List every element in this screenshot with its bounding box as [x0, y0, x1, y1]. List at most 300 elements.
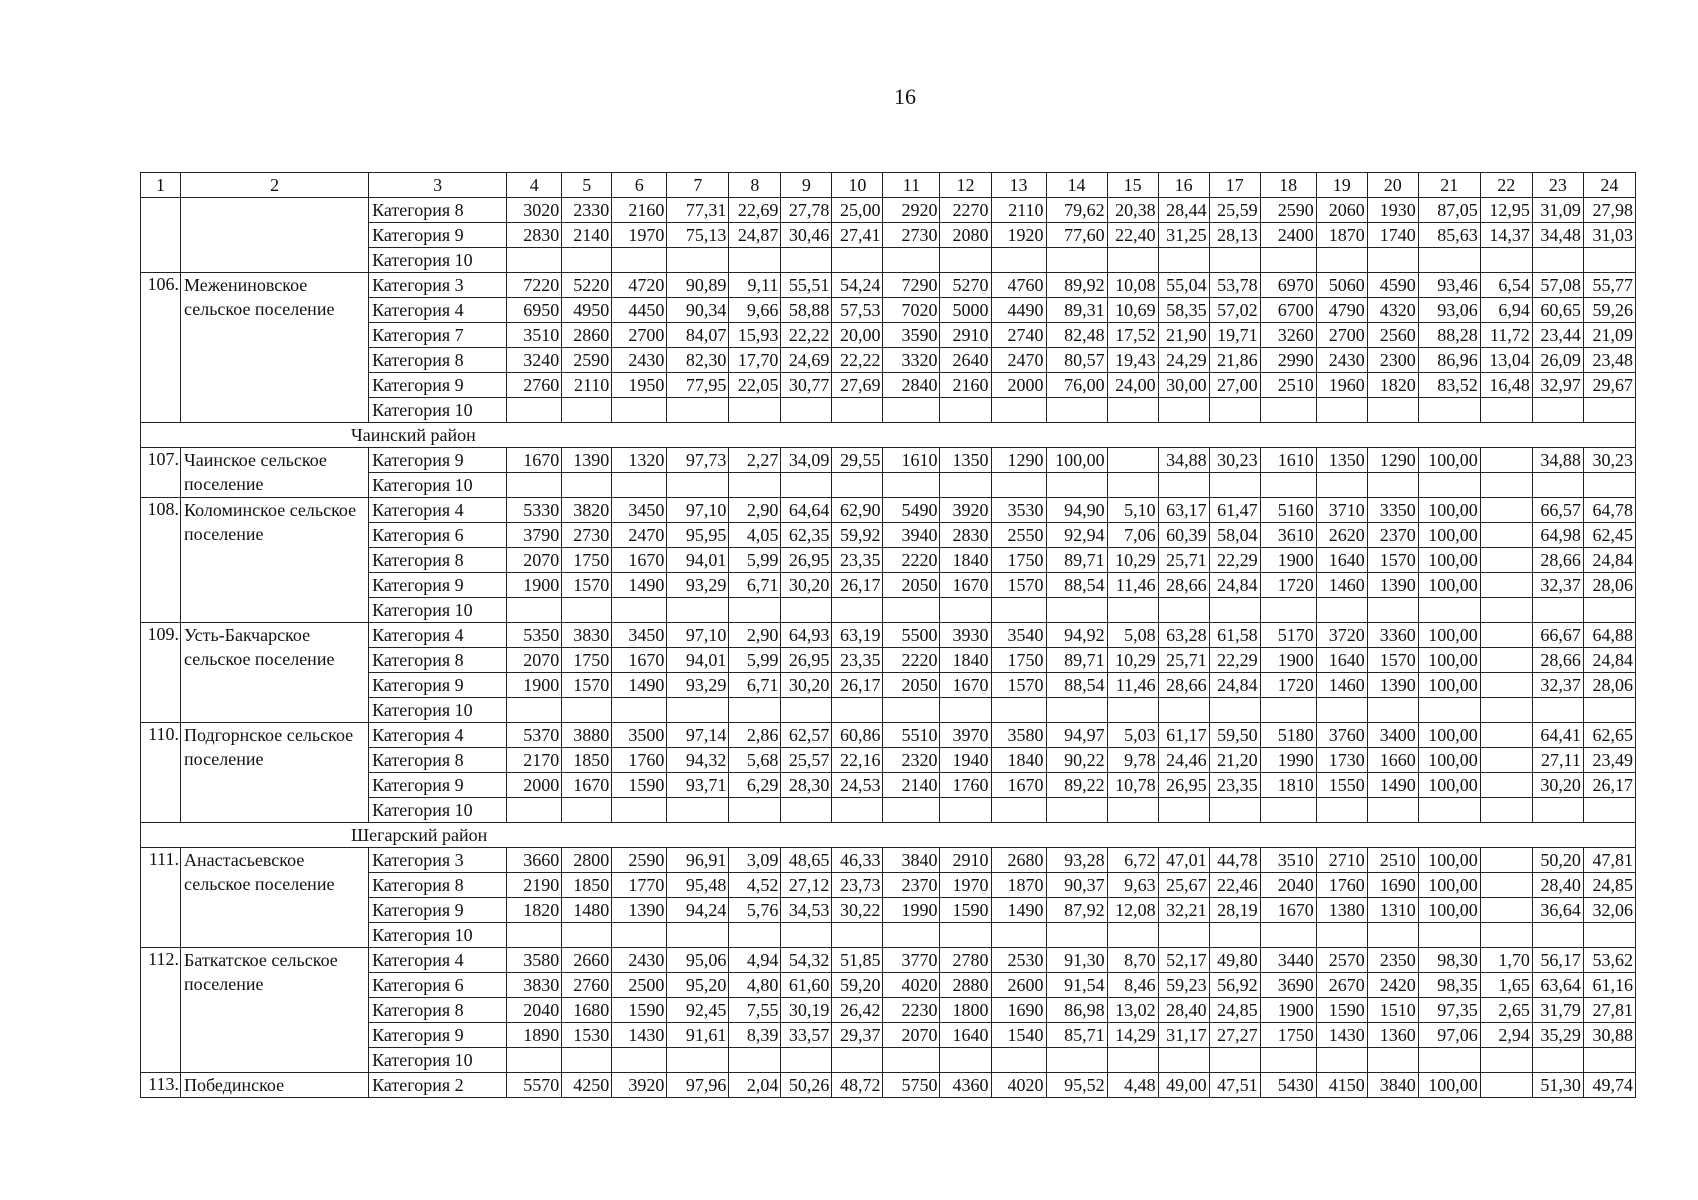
value-cell: 44,78 — [1209, 848, 1260, 873]
value-cell: 3880 — [562, 723, 612, 748]
column-header: 7 — [667, 173, 729, 198]
value-cell: 25,57 — [781, 748, 832, 773]
value-cell: 3840 — [883, 848, 940, 873]
value-cell — [1583, 1048, 1635, 1073]
district-row — [141, 823, 1636, 848]
value-cell: 2220 — [883, 648, 940, 673]
value-cell: 1760 — [1316, 873, 1367, 898]
value-cell: 5180 — [1260, 723, 1316, 748]
value-cell: 2420 — [1367, 973, 1418, 998]
value-cell: 2840 — [883, 373, 940, 398]
value-cell: 89,71 — [1046, 548, 1107, 573]
value-cell: 3660 — [507, 848, 562, 873]
category-cell: Категория 8 — [369, 548, 507, 573]
column-header: 8 — [729, 173, 781, 198]
value-cell: 1750 — [562, 548, 612, 573]
value-cell — [1158, 923, 1209, 948]
value-cell: 1430 — [1316, 1023, 1367, 1048]
value-cell: 82,30 — [667, 348, 729, 373]
settlement-name — [181, 198, 369, 273]
value-cell — [1418, 1048, 1480, 1073]
value-cell: 1950 — [612, 373, 667, 398]
value-cell: 77,95 — [667, 373, 729, 398]
settlement-number: 111. — [141, 848, 181, 948]
value-cell: 84,07 — [667, 323, 729, 348]
value-cell: 89,31 — [1046, 298, 1107, 323]
value-cell: 1,65 — [1480, 973, 1532, 998]
value-cell: 59,92 — [832, 523, 883, 548]
value-cell: 79,62 — [1046, 198, 1107, 223]
value-cell — [883, 248, 940, 273]
value-cell: 96,91 — [667, 848, 729, 873]
value-cell: 1290 — [991, 448, 1046, 473]
value-cell: 47,81 — [1583, 848, 1635, 873]
category-cell: Категория 6 — [369, 523, 507, 548]
value-cell — [1316, 698, 1367, 723]
value-cell: 91,30 — [1046, 948, 1107, 973]
value-cell: 34,88 — [1158, 448, 1209, 473]
value-cell — [991, 398, 1046, 423]
value-cell: 5,68 — [729, 748, 781, 773]
value-cell — [1480, 648, 1532, 673]
value-cell: 6,29 — [729, 773, 781, 798]
value-cell: 2000 — [507, 773, 562, 798]
district-row — [141, 423, 1636, 448]
value-cell: 3350 — [1367, 498, 1418, 523]
value-cell: 2570 — [1316, 948, 1367, 973]
value-cell: 24,53 — [832, 773, 883, 798]
value-cell: 5160 — [1260, 498, 1316, 523]
column-header: 10 — [832, 173, 883, 198]
value-cell: 1460 — [1316, 573, 1367, 598]
value-cell: 23,49 — [1583, 748, 1635, 773]
value-cell: 1490 — [612, 573, 667, 598]
value-cell: 2830 — [940, 523, 991, 548]
value-cell: 1460 — [1316, 673, 1367, 698]
value-cell: 64,98 — [1532, 523, 1583, 548]
value-cell: 2510 — [1260, 373, 1316, 398]
value-cell: 60,39 — [1158, 523, 1209, 548]
settlement-name: Баткатское сельское поселение — [181, 948, 369, 1073]
value-cell: 1810 — [1260, 773, 1316, 798]
value-cell: 30,23 — [1209, 448, 1260, 473]
value-cell — [1480, 548, 1532, 573]
value-cell: 7,55 — [729, 998, 781, 1023]
value-cell: 32,21 — [1158, 898, 1209, 923]
value-cell — [1209, 598, 1260, 623]
value-cell: 2400 — [1260, 223, 1316, 248]
column-header: 12 — [940, 173, 991, 198]
value-cell — [1209, 798, 1260, 823]
value-cell: 22,22 — [781, 323, 832, 348]
value-cell — [832, 923, 883, 948]
column-header: 22 — [1480, 173, 1532, 198]
value-cell — [1480, 873, 1532, 898]
value-cell: 4020 — [991, 1073, 1046, 1098]
value-cell: 1670 — [612, 648, 667, 673]
value-cell — [1316, 798, 1367, 823]
value-cell: 3830 — [507, 973, 562, 998]
value-cell — [1480, 923, 1532, 948]
column-header: 4 — [507, 173, 562, 198]
value-cell: 1750 — [991, 648, 1046, 673]
settlement-name: Подгорнское сельское поселение — [181, 723, 369, 823]
value-cell: 2880 — [940, 973, 991, 998]
value-cell — [729, 698, 781, 723]
value-cell — [667, 923, 729, 948]
value-cell — [1480, 673, 1532, 698]
table-header-row — [141, 173, 1636, 198]
value-cell: 59,50 — [1209, 723, 1260, 748]
category-cell: Категория 6 — [369, 973, 507, 998]
value-cell: 66,67 — [1532, 623, 1583, 648]
value-cell: 100,00 — [1418, 523, 1480, 548]
value-cell: 30,46 — [781, 223, 832, 248]
settlement-number: 112. — [141, 948, 181, 1073]
value-cell: 24,85 — [1583, 873, 1635, 898]
column-header: 21 — [1418, 173, 1480, 198]
value-cell — [562, 1048, 612, 1073]
value-cell: 4490 — [991, 298, 1046, 323]
column-header: 23 — [1532, 173, 1583, 198]
value-cell — [991, 248, 1046, 273]
category-cell: Категория 8 — [369, 198, 507, 223]
value-cell: 2710 — [1316, 848, 1367, 873]
value-cell: 30,22 — [832, 898, 883, 923]
value-cell: 49,74 — [1583, 1073, 1635, 1098]
value-cell: 64,64 — [781, 498, 832, 523]
value-cell: 26,17 — [832, 673, 883, 698]
settlement-number: 108. — [141, 498, 181, 623]
value-cell — [781, 1048, 832, 1073]
value-cell: 6,71 — [729, 573, 781, 598]
value-cell: 2330 — [562, 198, 612, 223]
value-cell: 5,10 — [1107, 498, 1158, 523]
value-cell: 2,27 — [729, 448, 781, 473]
value-cell: 1670 — [940, 573, 991, 598]
value-cell — [612, 1048, 667, 1073]
value-cell: 100,00 — [1418, 648, 1480, 673]
value-cell — [883, 698, 940, 723]
value-cell: 2560 — [1367, 323, 1418, 348]
value-cell: 26,42 — [832, 998, 883, 1023]
value-cell — [1367, 398, 1418, 423]
value-cell: 1390 — [1367, 573, 1418, 598]
value-cell — [562, 598, 612, 623]
value-cell: 23,35 — [832, 548, 883, 573]
value-cell: 28,40 — [1158, 998, 1209, 1023]
value-cell: 64,93 — [781, 623, 832, 648]
settlement-name: Побединское — [181, 1073, 369, 1098]
value-cell: 85,63 — [1418, 223, 1480, 248]
value-cell: 100,00 — [1418, 848, 1480, 873]
category-cell: Категория 10 — [369, 1048, 507, 1073]
value-cell: 93,46 — [1418, 273, 1480, 298]
value-cell: 2,04 — [729, 1073, 781, 1098]
value-cell: 56,17 — [1532, 948, 1583, 973]
value-cell: 1640 — [1316, 548, 1367, 573]
settlement-number: 113. — [141, 1073, 181, 1098]
value-cell: 2050 — [883, 573, 940, 598]
value-cell: 93,29 — [667, 673, 729, 698]
value-cell — [1367, 923, 1418, 948]
category-cell: Категория 4 — [369, 723, 507, 748]
value-cell — [1316, 473, 1367, 498]
value-cell: 1740 — [1367, 223, 1418, 248]
value-cell — [940, 473, 991, 498]
value-cell: 1390 — [1367, 673, 1418, 698]
value-cell — [1158, 598, 1209, 623]
value-cell: 2590 — [1260, 198, 1316, 223]
value-cell: 51,30 — [1532, 1073, 1583, 1098]
value-cell: 5000 — [940, 298, 991, 323]
value-cell: 63,28 — [1158, 623, 1209, 648]
value-cell: 30,88 — [1583, 1023, 1635, 1048]
value-cell: 1490 — [612, 673, 667, 698]
value-cell: 90,22 — [1046, 748, 1107, 773]
value-cell: 2350 — [1367, 948, 1418, 973]
value-cell: 22,16 — [832, 748, 883, 773]
value-cell — [1107, 398, 1158, 423]
column-header: 18 — [1260, 173, 1316, 198]
category-cell: Категория 8 — [369, 648, 507, 673]
value-cell: 63,64 — [1532, 973, 1583, 998]
value-cell: 1670 — [991, 773, 1046, 798]
value-cell: 9,78 — [1107, 748, 1158, 773]
value-cell: 28,06 — [1583, 573, 1635, 598]
value-cell: 58,88 — [781, 298, 832, 323]
value-cell: 30,19 — [781, 998, 832, 1023]
value-cell — [1107, 473, 1158, 498]
value-cell — [1583, 398, 1635, 423]
column-header: 6 — [612, 173, 667, 198]
value-cell — [1316, 248, 1367, 273]
value-cell: 11,46 — [1107, 673, 1158, 698]
value-cell — [940, 248, 991, 273]
value-cell: 1840 — [940, 548, 991, 573]
value-cell — [781, 398, 832, 423]
value-cell: 1680 — [562, 998, 612, 1023]
value-cell — [1532, 473, 1583, 498]
value-cell — [1046, 473, 1107, 498]
value-cell: 4,48 — [1107, 1073, 1158, 1098]
value-cell: 26,95 — [781, 548, 832, 573]
category-cell: Категория 9 — [369, 373, 507, 398]
value-cell — [1209, 698, 1260, 723]
value-cell: 2910 — [940, 323, 991, 348]
value-cell: 3510 — [1260, 848, 1316, 873]
value-cell: 4760 — [991, 273, 1046, 298]
value-cell — [1480, 498, 1532, 523]
value-cell: 1480 — [562, 898, 612, 923]
value-cell: 1670 — [562, 773, 612, 798]
value-cell — [940, 923, 991, 948]
value-cell — [1480, 248, 1532, 273]
value-cell — [1480, 723, 1532, 748]
value-cell — [1260, 473, 1316, 498]
value-cell: 100,00 — [1046, 448, 1107, 473]
value-cell — [1107, 448, 1158, 473]
value-cell — [832, 398, 883, 423]
value-cell: 3930 — [940, 623, 991, 648]
value-cell: 25,67 — [1158, 873, 1209, 898]
category-cell: Категория 10 — [369, 398, 507, 423]
value-cell: 23,35 — [832, 648, 883, 673]
value-cell: 3,09 — [729, 848, 781, 873]
value-cell — [612, 473, 667, 498]
value-cell: 2620 — [1316, 523, 1367, 548]
value-cell — [991, 473, 1046, 498]
value-cell: 82,48 — [1046, 323, 1107, 348]
value-cell: 63,19 — [832, 623, 883, 648]
value-cell: 13,04 — [1480, 348, 1532, 373]
value-cell: 2660 — [562, 948, 612, 973]
value-cell: 12,08 — [1107, 898, 1158, 923]
value-cell: 1670 — [940, 673, 991, 698]
value-cell: 47,01 — [1158, 848, 1209, 873]
value-cell: 88,54 — [1046, 673, 1107, 698]
value-cell: 1940 — [940, 748, 991, 773]
value-cell: 1720 — [1260, 573, 1316, 598]
value-cell: 3760 — [1316, 723, 1367, 748]
column-header: 24 — [1583, 173, 1635, 198]
category-cell: Категория 8 — [369, 748, 507, 773]
value-cell: 4250 — [562, 1073, 612, 1098]
value-cell: 90,89 — [667, 273, 729, 298]
value-cell: 5500 — [883, 623, 940, 648]
value-cell: 2470 — [612, 523, 667, 548]
value-cell: 97,06 — [1418, 1023, 1480, 1048]
value-cell: 2910 — [940, 848, 991, 873]
value-cell: 98,35 — [1418, 973, 1480, 998]
category-cell: Категория 9 — [369, 673, 507, 698]
value-cell: 28,66 — [1532, 548, 1583, 573]
value-cell: 2320 — [883, 748, 940, 773]
value-cell: 90,37 — [1046, 873, 1107, 898]
value-cell: 2270 — [940, 198, 991, 223]
value-cell — [1367, 598, 1418, 623]
value-cell: 24,69 — [781, 348, 832, 373]
value-cell: 3320 — [883, 348, 940, 373]
value-cell: 62,65 — [1583, 723, 1635, 748]
value-cell: 5,08 — [1107, 623, 1158, 648]
value-cell: 3440 — [1260, 948, 1316, 973]
value-cell: 1320 — [612, 448, 667, 473]
value-cell — [1583, 248, 1635, 273]
value-cell: 97,10 — [667, 498, 729, 523]
value-cell: 1570 — [991, 673, 1046, 698]
value-cell: 98,30 — [1418, 948, 1480, 973]
value-cell: 88,54 — [1046, 573, 1107, 598]
value-cell: 9,11 — [729, 273, 781, 298]
value-cell — [729, 473, 781, 498]
value-cell — [562, 923, 612, 948]
settlement-number: 106. — [141, 273, 181, 423]
value-cell — [562, 248, 612, 273]
value-cell: 59,26 — [1583, 298, 1635, 323]
value-cell: 50,26 — [781, 1073, 832, 1098]
value-cell: 2,94 — [1480, 1023, 1532, 1048]
value-cell — [832, 698, 883, 723]
value-cell: 2800 — [562, 848, 612, 873]
value-cell: 9,63 — [1107, 873, 1158, 898]
value-cell: 2050 — [883, 673, 940, 698]
value-cell — [781, 798, 832, 823]
value-cell: 3710 — [1316, 498, 1367, 523]
value-cell: 53,62 — [1583, 948, 1635, 973]
value-cell — [1316, 923, 1367, 948]
value-cell: 61,17 — [1158, 723, 1209, 748]
value-cell: 2220 — [883, 548, 940, 573]
value-cell: 26,95 — [1158, 773, 1209, 798]
value-cell: 21,09 — [1583, 323, 1635, 348]
value-cell — [1480, 848, 1532, 873]
value-cell: 24,85 — [1209, 998, 1260, 1023]
value-cell — [562, 473, 612, 498]
value-cell: 22,05 — [729, 373, 781, 398]
value-cell: 3260 — [1260, 323, 1316, 348]
value-cell: 1900 — [507, 573, 562, 598]
value-cell — [507, 248, 562, 273]
value-cell — [1316, 398, 1367, 423]
value-cell: 5330 — [507, 498, 562, 523]
value-cell: 8,46 — [1107, 973, 1158, 998]
settlement-name: Коломинское сельское поселение — [181, 498, 369, 623]
value-cell — [1583, 798, 1635, 823]
value-cell: 13,02 — [1107, 998, 1158, 1023]
value-cell — [940, 398, 991, 423]
value-cell — [1532, 798, 1583, 823]
value-cell — [1418, 398, 1480, 423]
value-cell: 3590 — [883, 323, 940, 348]
value-cell: 24,46 — [1158, 748, 1209, 773]
column-header: 1 — [141, 173, 181, 198]
value-cell: 1590 — [940, 898, 991, 923]
value-cell: 1750 — [991, 548, 1046, 573]
value-cell: 85,71 — [1046, 1023, 1107, 1048]
value-cell — [832, 473, 883, 498]
value-cell: 5,03 — [1107, 723, 1158, 748]
value-cell: 94,97 — [1046, 723, 1107, 748]
value-cell: 10,29 — [1107, 648, 1158, 673]
value-cell — [991, 598, 1046, 623]
value-cell — [1158, 248, 1209, 273]
value-cell: 15,93 — [729, 323, 781, 348]
category-cell: Категория 4 — [369, 298, 507, 323]
value-cell — [940, 598, 991, 623]
district-name: Шегарский район — [141, 823, 1636, 848]
value-cell — [612, 398, 667, 423]
value-cell: 11,72 — [1480, 323, 1532, 348]
value-cell — [612, 798, 667, 823]
value-cell: 17,52 — [1107, 323, 1158, 348]
value-cell: 32,37 — [1532, 573, 1583, 598]
value-cell: 1550 — [1316, 773, 1367, 798]
value-cell — [1532, 598, 1583, 623]
value-cell: 89,22 — [1046, 773, 1107, 798]
value-cell: 6,71 — [729, 673, 781, 698]
value-cell — [883, 598, 940, 623]
value-cell — [832, 598, 883, 623]
value-cell: 28,40 — [1532, 873, 1583, 898]
value-cell: 86,98 — [1046, 998, 1107, 1023]
value-cell: 1570 — [562, 573, 612, 598]
value-cell: 23,73 — [832, 873, 883, 898]
value-cell — [667, 698, 729, 723]
value-cell: 24,87 — [729, 223, 781, 248]
value-cell — [1209, 248, 1260, 273]
value-cell: 49,80 — [1209, 948, 1260, 973]
